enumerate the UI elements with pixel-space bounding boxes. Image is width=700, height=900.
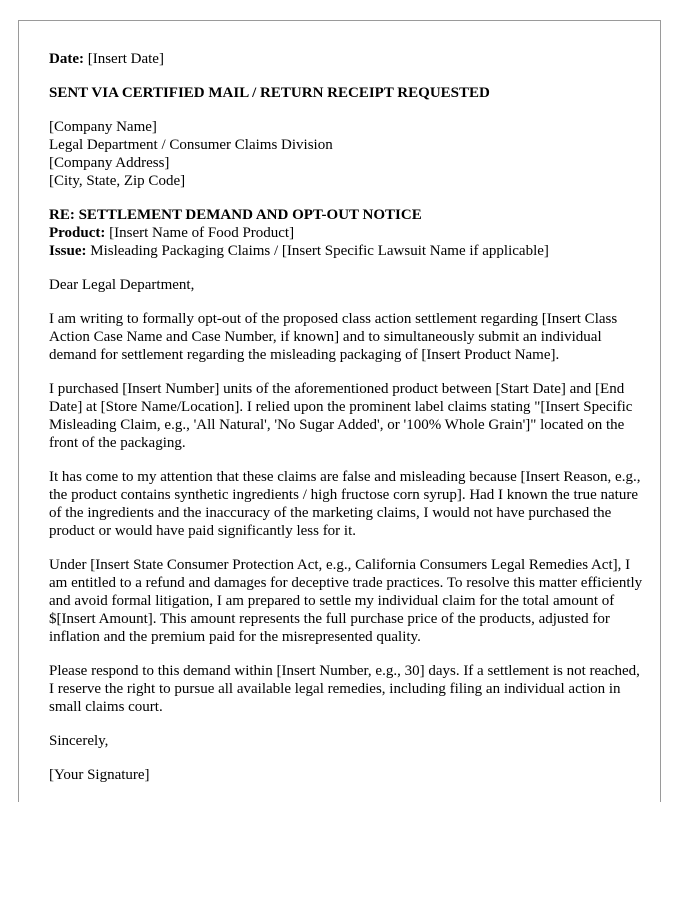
- date-line: [49, 50, 645, 68]
- issue-line: [49, 242, 645, 260]
- body-paragraph-purchase: I purchased [Insert Number] units of the aforementioned product between [Start Date] and [End Date] at [Store Name/Location]. I relied upon the prominent label claims stating "[Insert Specific Misleading Claim, e.g., 'All Natural', 'No Sugar Added', or '100% Whole Grain']" located on the front of the packaging.: [49, 381, 633, 451]
- recipient-city-state-zip: [City, State, Zip Code]: [49, 173, 186, 189]
- recipient-department: Legal Department / Consumer Claims Division: [49, 137, 333, 153]
- product-line: [49, 224, 645, 242]
- date-value: [Insert Date]: [83, 51, 164, 67]
- body-paragraph-misleading-claims: It has come to my attention that these claims are false and misleading because [Insert Reason, e.g., the product contains synthetic ingredients / high fructose corn syrup]. Had I known the true nature of the ingredients and the inaccuracy of the marketing claims, I would not have purchased the product or would have paid significantly less for it.: [49, 469, 641, 539]
- signature-placeholder: [Your Signature]: [49, 767, 150, 783]
- recipient-address-line: [Company Address]: [49, 155, 170, 171]
- salutation: Dear Legal Department,: [49, 277, 195, 293]
- date-label: Date:: [49, 51, 84, 67]
- product-label: Product:: [49, 225, 106, 241]
- body-paragraph-demand-amount: Under [Insert State Consumer Protection Act, e.g., California Consumers Legal Remedies Act], I am entitled to a refund and damages for deceptive trade practices. To resolve this matter efficiently and avoid formal litigation, I am prepared to settle my individual claim for the total amount of $[Insert Amount]. This amount represents the full purchase price of the products, adjusted for inflation and the premium paid for the misrepresented quality.: [49, 557, 643, 645]
- re-line: RE: SETTLEMENT DEMAND AND OPT-OUT NOTICE: [49, 207, 422, 223]
- body-paragraph-opt-out: I am writing to formally opt-out of the proposed class action settlement regarding [Insert Class Action Case Name and Case Number, if known] and to simultaneously submit an individual demand for settlement regarding the misleading packaging of [Insert Product Name].: [49, 311, 618, 363]
- issue-label: Issue:: [49, 243, 87, 259]
- body-paragraph-response-deadline: Please respond to this demand within [Insert Number, e.g., 30] days. If a settlement is not reached, I reserve the right to pursue all available legal remedies, including filing an individual action in small claims court.: [49, 663, 640, 715]
- recipient-company-name: [Company Name]: [49, 119, 157, 135]
- product-value: [Insert Name of Food Product]: [105, 225, 295, 241]
- closing: Sincerely,: [49, 733, 109, 749]
- issue-value: Misleading Packaging Claims / [Insert Specific Lawsuit Name if applicable]: [86, 243, 549, 259]
- subject-block: [49, 206, 645, 260]
- letter-page: [18, 20, 661, 802]
- recipient-address: [49, 118, 645, 190]
- delivery-notice: SENT VIA CERTIFIED MAIL / RETURN RECEIPT REQUESTED: [49, 85, 490, 101]
- letter-body: [49, 50, 645, 800]
